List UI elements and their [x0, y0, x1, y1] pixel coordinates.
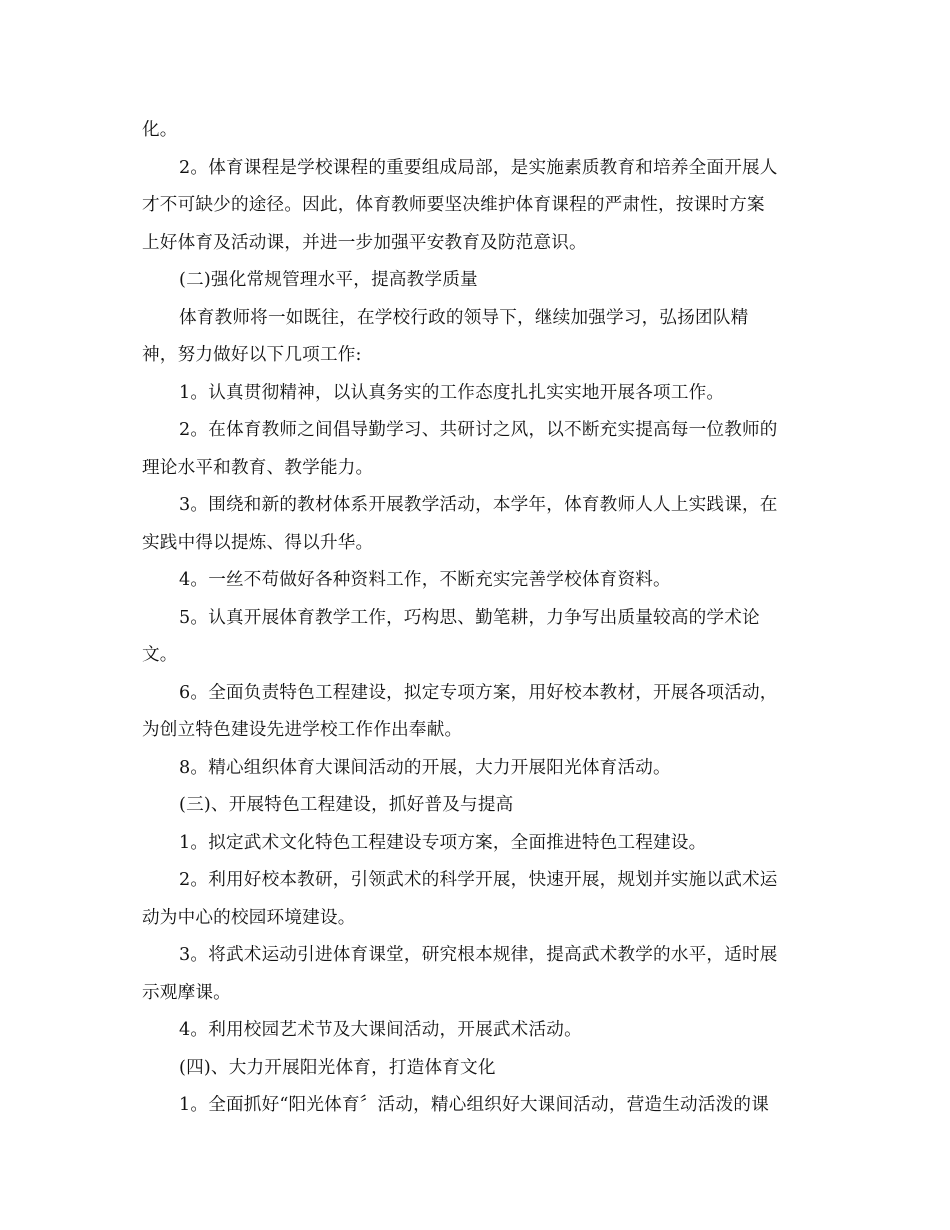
paragraph-first-line: 2。在体育教师之间倡导勤学习、共研讨之风，以不断充实提高每一位教师的 — [179, 420, 778, 440]
paragraph-first-line: 3。围绕和新的教材体系开展教学活动，本学年，体育教师人人上实践课，在 — [179, 495, 778, 515]
paragraph-first-line: 1。认真贯彻精神，以认真务实的工作态度扎扎实实地开展各项工作。 — [179, 382, 725, 403]
paragraph-first-line: 4。利用校园艺术节及大课间活动，开展武术活动。 — [179, 1020, 582, 1040]
paragraph-first-line: 1。拟定武术文化特色工程建设专项方案，全面推进特色工程建设。 — [179, 832, 707, 853]
document-body — [142, 112, 810, 1125]
paragraph-line: 动为中心的校园环境建设。 — [142, 907, 356, 928]
paragraph-first-line: 6。全面负责特色工程建设，拟定专项方案，用好校本教材，开展各项活动， — [179, 682, 778, 703]
paragraph-line: 化。 — [142, 120, 178, 140]
paragraph-first-line: 8。精心组织体育大课间活动的开展，大力开展阳光体育活动。 — [179, 757, 671, 778]
paragraph-first-line: (三)、开展特色工程建设，抓好普及与提高 — [179, 795, 514, 815]
paragraph-line: 神，努力做好以下几项工作: — [142, 345, 362, 365]
paragraph-first-line: 1。全面抓好“阳光体育〞活动，精心组织好大课间活动，营造生动活泼的课 — [179, 1095, 769, 1115]
paragraph-first-line: 4。一丝不苟做好各种资料工作，不断充实完善学校体育资料。 — [179, 570, 671, 590]
paragraph-line: 理论水平和教育、教学能力。 — [142, 457, 374, 478]
paragraph-first-line: 2。利用好校本教研，引领武术的科学开展，快速开展，规划并实施以武术运 — [179, 870, 778, 890]
paragraph-line: 示观摩课。 — [142, 982, 231, 1003]
paragraph-line: 实践中得以提炼、得以升华。 — [142, 532, 374, 553]
paragraph-first-line: 3。将武术运动引进体育课堂，研究根本规律，提高武术教学的水平，适时展 — [179, 945, 778, 965]
paragraph-first-line: 2。体育课程是学校课程的重要组成局部，是实施素质教育和培养全面开展人 — [179, 157, 778, 178]
paragraph-line: 才不可缺少的途径。因此，体育教师要坚决维护体育课程的严肃性，按课时方案 — [142, 195, 765, 215]
paragraph-first-line: 体育教师将一如既往，在学校行政的领导下，继续加强学习，弘扬团队精 — [179, 307, 749, 328]
paragraph-line: 为创立特色建设先进学校工作作出奉献。 — [142, 720, 463, 740]
paragraph-line: 文。 — [142, 645, 178, 665]
paragraph-first-line: (二)强化常规管理水平，提高教学质量 — [179, 270, 478, 290]
paragraph-first-line: (四)、大力开展阳光体育，打造体育文化 — [179, 1057, 496, 1078]
paragraph-line: 上好体育及活动课，并进一步加强平安教育及防范意识。 — [142, 232, 587, 253]
paragraph-first-line: 5。认真开展体育教学工作，巧构思、勤笔耕，力争写出质量较高的学术论 — [179, 607, 760, 628]
